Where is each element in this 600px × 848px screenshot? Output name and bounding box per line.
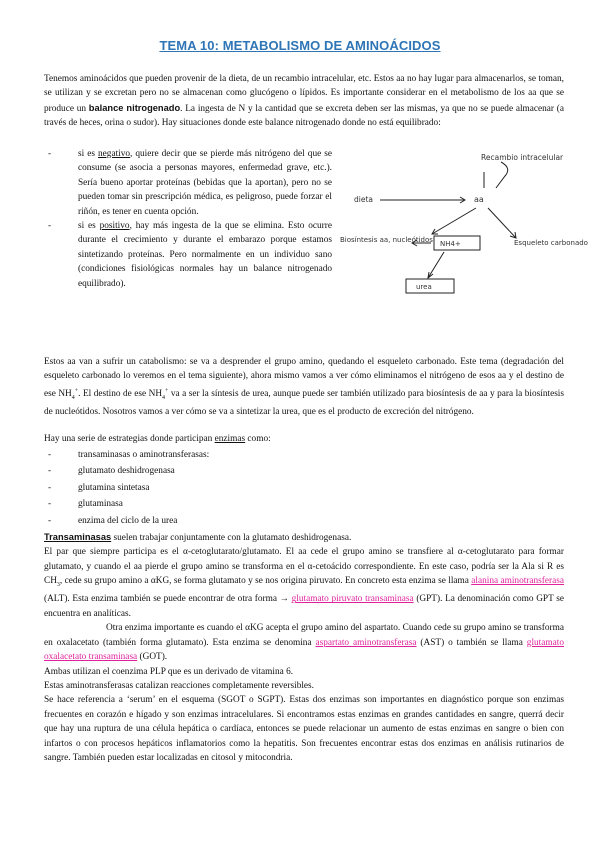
list-item: - si es positivo, hay más ingesta de la que se elimina. Esto ocurre durante el crecimiento y durante el embarazo porque estamos sintetizando proteínas. Pero normalmente en un individuo sano (condiciones fisiológicas normales hay un balance nitrogenado equilibrado). [48, 221, 332, 289]
alt-enzyme-name: alanina aminotransferasa [471, 576, 564, 587]
list-item: - glutaminasa [48, 499, 123, 510]
negativo-term: negativo [98, 149, 131, 159]
enzimas-term: enzimas [214, 434, 246, 444]
diagnostic-paragraph: Se hace referencia a ‘serum’ en el esquema (SGOT o SGPT). Estas dos enzimas son importantes en diagnóstico porque son enzimas frecuentes en corazón e hígado y son enzimas intracelulares. Si encontramos estas enzimas en grandes cantidades en sangre, querrá decir que hay una ruptura de una célula hepática o cardíaca, entonces se puede relacionar un aumento de estas enzimas en sangre o bien con infartos o con procesos hepáticos inflamatorios como la hepatitis. Son frecuentes encontrar estas dos enzimas en análisis rutinarios de sangre. También pueden estar localizadas en citosol y mitocondria. [44, 695, 564, 763]
diagram-nh4-label: NH4+ [440, 240, 461, 248]
gpt-enzyme-name: glutamato piruvato transaminasa [291, 594, 414, 605]
plp-sentence: Ambas utilizan el coenzima PLP que es un derivado de vitamina 6. [44, 666, 294, 677]
diagram-esqueleto-label: Esqueleto carbonado [514, 239, 588, 247]
diagram-biosintesis-label: Biosíntesis aa, nucleótidos [340, 236, 433, 244]
handwritten-diagram [336, 150, 588, 310]
list-item: - glutamato deshidrogenasa [48, 466, 175, 477]
reversible-sentence: Estas aminotransferasas catalizan reacciones completamente reversibles. [44, 680, 315, 691]
page-title: TEMA 10: METABOLISMO DE AMINOÁCIDOS [159, 38, 441, 53]
diagram-aa-label: aa [474, 195, 484, 204]
diagram-arrow-to-nh4 [432, 208, 476, 234]
diagram-arrow-to-esqueleto [488, 208, 516, 238]
intro-text: Tenemos aminoácidos que pueden provenir de la dieta, de un recambio intracelular, etc. Estos aa no hay lugar para almacenarlos, se toman, se utilizan y se excretan pero no se almacenan como glucógeno o lípidos. Es importante considerar en el metabolismo de los aa que se produce un [44, 74, 564, 114]
nh4-superscript: + [74, 387, 79, 394]
balance-nitrogenado-term: balance nitrogenado [88, 102, 181, 113]
got-enzyme-name: glutamato oxalacetato transaminasa [44, 637, 564, 663]
transaminasas-heading: Transaminasas [44, 532, 112, 542]
enzymes-list [44, 448, 344, 528]
intro-text-rest: . La ingesta de N y la cantidad que se excreta deben ser las mismas, ya que no se puede almacenar (a través de heces, orina o sudor). Hay situaciones donde este balance nitrogenado donde no está equilibrado: [44, 103, 565, 129]
catabolism-paragraph: Estos aa van a sufrir un catabolismo: se va a desprender el grupo amino, quedando el esqueleto carbonado. Este tema (degradación del esqueleto carbonado lo veremos en el tema siguiente), ahora mismo vamos a ver cómo eliminamos el nitrógeno de esos aa y el destino de ese $NH_4^+$. El destino de ese $NH_4^+$ va a ser la síntesis de urea, aunque puede ser también utilizado para biosíntesis de aa y para la biosíntesis de nucleótidos. Nosotros vamos a ver cómo se va a sintetizar la urea, que es el producto de excreción del nitrógeno. [44, 357, 565, 418]
list-item: - transaminasas o aminotransferasas: [48, 450, 210, 460]
intro-paragraph [44, 72, 564, 131]
diagram-arrow-recambio [496, 162, 508, 188]
diagram-urea-label: urea [416, 283, 432, 291]
diagram-recambio-label: Recambio intracelular [481, 153, 564, 162]
diagram-dieta-label: dieta [354, 195, 373, 204]
list-item: - si es negativo, quiere decir que se pierde más nitrógeno del que se consume (se asocia a personas mayores, enfermedad grave, etc.). Sería bueno aportar proteínas (bebidas que la aportan), pero no se pueden tomar sin prescripción médica, es peligroso, puede forzar el riñón, es tener en cuenta opción. [48, 149, 332, 217]
enzymes-intro: Hay una serie de estrategias donde participan enzimas como: [44, 434, 271, 444]
ast-enzyme-name: aspartato aminotransferasa [315, 637, 417, 648]
list-item: - glutamina sintetasa [48, 482, 150, 493]
positivo-term: positivo [99, 221, 130, 232]
transaminasas-section: Transaminasas suelen trabajar conjuntamente con la glutamato deshidrogenasa. El par que siempre participa es el α-cetoglutarato/glutamato. El aa cede el grupo amino se transfiere al α-cetoglutarato para formar glutamato, y cuando el aa pierde el grupo amino se transforma en el α-cetoácido correspondiente. En este caso, podría ser la Ala si R es $CH_3$, cede su grupo amino a αKG, se forma glutamato y se nos origina piruvato. En concreto esta enzima se llama alanina aminotransferasa (ALT). Esta enzima también se puede encontrar de otra forma → glutamato piruvato transaminasa (GPT). La denominación como GPT se encuentra en analíticas. Otra enzima importante es cuando el αKG acepta el grupo amino del aspartato. Cuando cede su grupo amino se transforma en oxalacetato (también forma glutamato). Esta enzima se denomina aspartato aminotransferasa (AST) o también se llama glutamato oxalacetato transaminasa (GOT). Ambas utilizan el coenzima PLP que es un derivado de vitamina 6. Estas aminotransferasas catalizan reacciones completamente reversibles. Se hace referencia a ‘serum’ en el esquema (SGOT o SGPT). Estas dos enzimas son importantes en diagnóstico porque son enzimas frecuentes en corazón e hígado y son enzimas intracelulares. Si encontramos estas enzimas en grandes cantidades en sangre, querrá decir que hay una ruptura de una célula hepática o cardíaca, entonces se puede relacionar un aumento de estas enzimas en sangre o bien con infartos o con procesos hepáticos inflamatorios como la hepatitis. Son frecuentes encontrar estas dos enzimas en análisis rutinarios de sangre. También pueden estar localizadas en citosol y mitocondria. [44, 530, 564, 765]
nh4-subscript: 4 [71, 394, 75, 401]
list-item: - enzima del ciclo de la urea [48, 515, 178, 526]
diagram-arrow-to-urea [428, 252, 444, 278]
balance-list [44, 147, 332, 291]
